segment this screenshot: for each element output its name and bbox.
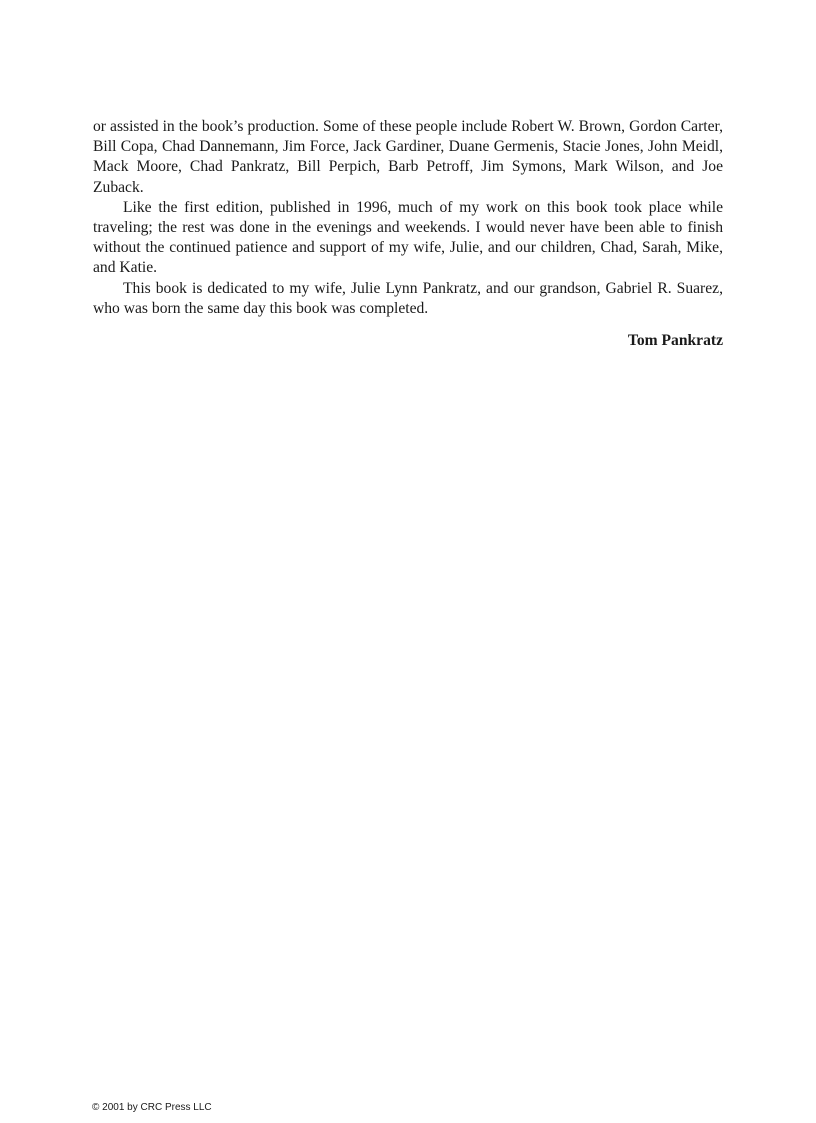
paragraph-dedication: This book is dedicated to my wife, Julie Lynn Pankratz, and our grandson, Gabriel R. Suarez, who was born the same day this book was completed. bbox=[93, 279, 723, 317]
paragraph-first-edition: Like the first edition, published in 1996, much of my work on this book took place while traveling; the rest was done in the evenings and weekends. I would never have been able to finish without the continued patience and support of my wife, Julie, and our children, Chad, Sarah, Mike, and Katie. bbox=[93, 198, 723, 277]
paragraph-acknowledgments-continued: or assisted in the book’s production. Some of these people include Robert W. Brown, Gordon Carter, Bill Copa, Chad Dannemann, Jim Force, Jack Gardiner, Duane Germenis, Stacie Jones, John Meidl, Mack Moore, Chad Pankratz, Bill Perpich, Barb Petroff, Jim Symons, Mark Wilson, and Joe Zuback. bbox=[93, 118, 723, 196]
copyright-footer: © 2001 by CRC Press LLC bbox=[92, 1102, 212, 1113]
author-signature: Tom Pankratz bbox=[627, 332, 723, 350]
body-text bbox=[93, 117, 723, 351]
